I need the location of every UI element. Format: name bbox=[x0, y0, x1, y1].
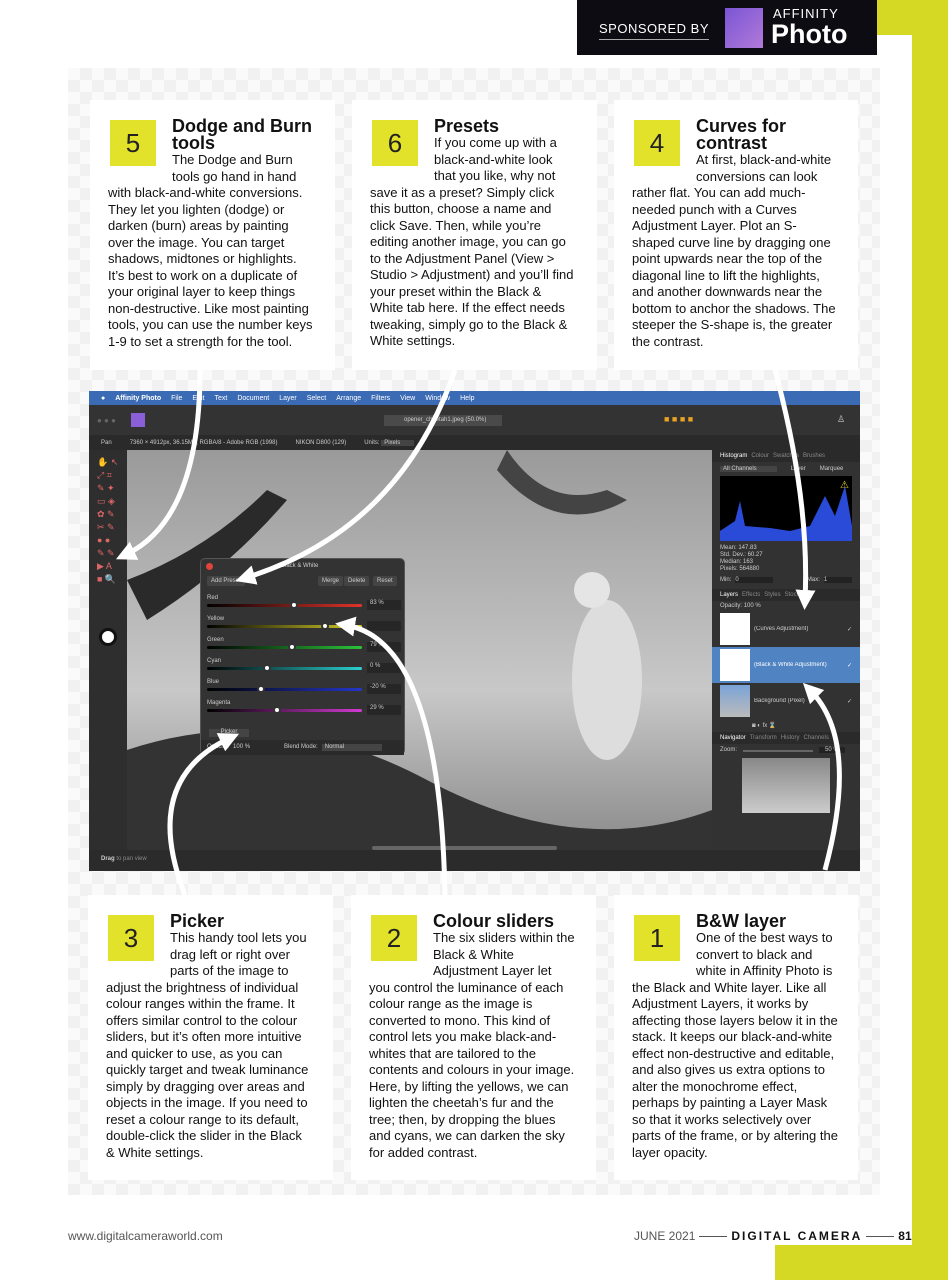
accent-bar-right bbox=[912, 0, 948, 1280]
panel-tab[interactable]: Histogram bbox=[720, 453, 748, 459]
color-slider-row bbox=[207, 595, 399, 606]
layer-option[interactable]: Layer bbox=[790, 466, 806, 472]
histogram-graph bbox=[720, 476, 852, 541]
layer-name: (Curves Adjustment) bbox=[754, 626, 809, 632]
dialog-title: Black & White bbox=[281, 563, 319, 569]
step-body: If you come up with a black-and-white look that you like, why not save it as a preset? Simply click this button, choose a name and click Save. Then, while you’re editing another image, you can go to the Adjustment Panel (View > Studio > Adjustment) and you’ll find your preset within the Black & White tab here. If the effect needs tweaking, simply go to the Black & White settings. bbox=[370, 135, 574, 348]
histogram-stat: Pixels: 564880 bbox=[720, 566, 760, 572]
opacity-label: Opacity: bbox=[207, 744, 230, 750]
warning-icon: ⚠ bbox=[840, 480, 849, 491]
zoom-value[interactable]: 50 % bbox=[819, 747, 845, 753]
tool-icons[interactable]: ✋ ↖ ⤢ ⌗ ✎ ✦ ▭ ◈ ✿ ✎ ✂ ✎ ● ● ✎ ✎ ▶ A ■ 🔍 bbox=[97, 457, 119, 584]
dialog-button[interactable]: Delete bbox=[344, 576, 369, 586]
tool-name: Pan bbox=[101, 439, 112, 446]
user-icon[interactable]: ♙ bbox=[837, 414, 846, 424]
slider-label: Cyan bbox=[207, 658, 222, 664]
layer-row[interactable] bbox=[712, 683, 860, 719]
slider-knob[interactable] bbox=[273, 706, 281, 714]
slider-value[interactable]: 79 % bbox=[367, 642, 401, 652]
status-bold: Drag bbox=[101, 856, 115, 862]
step-body: The six sliders within the Black & White Adjustment Layer let you control the luminance of each colour range as the image is converted to mono. This kind of control lets you make black-and-whites that are tailored to the contents and colours in your image. Here, by lifting the yellows, we can lighten the cheetah’s fur and the tree; then, by dropping the blues and cyans, we can darken the sky for added contrast. bbox=[369, 930, 575, 1160]
step-body: This handy tool lets you drag left or right over parts of the image to adjust the brightness of individual colour ranges within the frame. It offers similar control to the colour sliders, but it’s often more intuitive and quicker to use, as you can quickly target and tweak luminance simply by dragging over areas and objects in the image. If you need to reset a colour range to its default, double-click the slider in the Black & White settings. bbox=[106, 930, 309, 1160]
panel-tab[interactable]: Colour bbox=[751, 453, 770, 459]
document-info: 7360 × 4912px, 36.15MP, RGBA/8 - Adobe RGB (1998) bbox=[129, 439, 278, 446]
color-slider-row bbox=[207, 616, 399, 622]
slider-knob[interactable] bbox=[321, 622, 329, 630]
layer-row[interactable] bbox=[712, 647, 860, 683]
slider-knob[interactable] bbox=[290, 601, 298, 609]
close-button[interactable] bbox=[206, 563, 213, 570]
menu-item[interactable]: Select bbox=[306, 394, 327, 402]
step-number: 2 bbox=[371, 915, 417, 961]
navigator-tabs bbox=[712, 732, 860, 744]
min-label: Min: bbox=[720, 577, 732, 583]
picker-button[interactable]: Picker bbox=[209, 729, 249, 737]
slider-label: Red bbox=[207, 595, 219, 601]
step-number: 1 bbox=[634, 915, 680, 961]
histogram-stats bbox=[712, 543, 860, 575]
slider-value[interactable]: -20 % bbox=[367, 684, 401, 694]
layer-opacity-input[interactable]: 100 % bbox=[743, 603, 761, 609]
footer-date: JUNE 2021 bbox=[634, 1229, 696, 1243]
menu-item[interactable]: Help bbox=[460, 394, 475, 402]
window-controls: ● ● ● bbox=[97, 416, 116, 425]
slider-value[interactable]: 83 % bbox=[367, 600, 401, 610]
layer-thumbnail bbox=[720, 685, 750, 717]
slider-knob[interactable] bbox=[288, 643, 296, 651]
step-card bbox=[88, 895, 333, 1180]
channel-select[interactable]: All Channels bbox=[720, 466, 777, 472]
marquee-option[interactable]: Marquee bbox=[819, 466, 844, 472]
zoom-label: Zoom: bbox=[720, 747, 738, 753]
menu-bar bbox=[89, 391, 860, 405]
blend-mode-label: Blend Mode: bbox=[284, 744, 318, 750]
color-slider-row bbox=[207, 637, 399, 648]
step-number: 3 bbox=[108, 915, 154, 961]
panel-tab[interactable]: Swatches bbox=[773, 453, 800, 459]
layer-actions[interactable]: ◙ ◐ fx ⌛ bbox=[752, 723, 777, 729]
affinity-app-icon[interactable] bbox=[131, 413, 145, 427]
toolbar bbox=[89, 405, 860, 435]
footer-url[interactable]: www.digitalcameraworld.com bbox=[68, 1229, 223, 1243]
panel-tab[interactable]: Transform bbox=[749, 735, 777, 741]
step-card bbox=[614, 100, 858, 370]
step-number: 4 bbox=[634, 120, 680, 166]
affinity-logo-icon bbox=[725, 8, 763, 48]
step-title: B&W layer bbox=[696, 911, 787, 931]
step-title: Picker bbox=[170, 911, 225, 931]
blend-mode-select[interactable]: Normal bbox=[322, 744, 382, 751]
footer-magazine: DIGITAL CAMERA bbox=[731, 1229, 863, 1243]
histogram-stat: Median: 163 bbox=[720, 559, 754, 565]
color-slider-row bbox=[207, 679, 399, 690]
slider-label: Magenta bbox=[207, 700, 231, 706]
menu-item[interactable]: Filters bbox=[371, 394, 391, 402]
slider-label: Blue bbox=[207, 679, 220, 685]
step-title: Curves for contrast bbox=[696, 116, 787, 153]
color-swatch[interactable] bbox=[99, 628, 117, 646]
panel-tab[interactable]: History bbox=[780, 735, 800, 741]
arrange-icons[interactable]: ■ ■ ■ ■ bbox=[664, 414, 694, 424]
step-title: Colour sliders bbox=[433, 911, 555, 931]
panel-tab[interactable]: Styles bbox=[764, 592, 781, 598]
step-card bbox=[351, 895, 596, 1180]
menu-item[interactable]: View bbox=[400, 394, 416, 402]
slider-knob[interactable] bbox=[263, 664, 271, 672]
layer-row[interactable] bbox=[712, 611, 860, 647]
panel-tab[interactable]: Stock bbox=[784, 592, 800, 598]
step-body: At first, black-and-white conversions can look rather flat. You can add much-needed punch with a Curves Adjustment Layer. Plot an S-shaped curve line by dragging one point upwards near the top of the diagonal line to lift the highlights, and another downwards near the bottom to anchor the shadows. The steeper the S-shape is, the greater the contrast. bbox=[632, 152, 836, 349]
units-label: Units: bbox=[364, 439, 380, 446]
layer-thumbnail bbox=[720, 613, 750, 645]
color-slider[interactable] bbox=[207, 709, 362, 712]
panel-tab[interactable]: Brushes bbox=[803, 453, 826, 459]
panel-tab[interactable]: Channels bbox=[803, 735, 829, 741]
studio-panels bbox=[712, 450, 860, 850]
horizontal-scrollbar[interactable] bbox=[372, 846, 557, 850]
layer-thumbnail bbox=[720, 649, 750, 681]
min-input[interactable]: 0 bbox=[735, 577, 773, 583]
slider-knob[interactable] bbox=[257, 685, 265, 693]
brand-bottom: Photo bbox=[771, 19, 848, 49]
menu-item[interactable]: Text bbox=[214, 394, 228, 402]
color-slider-row bbox=[207, 700, 399, 711]
sponsor-label: SPONSORED BY bbox=[599, 21, 709, 40]
slider-value[interactable]: 0 % bbox=[367, 663, 401, 673]
menu-item[interactable]: Affinity Photo bbox=[115, 394, 162, 402]
panel-tab[interactable]: Layers bbox=[720, 592, 739, 598]
menu-item[interactable]: Window bbox=[425, 394, 451, 402]
footer-folio bbox=[634, 1229, 912, 1243]
camera-info: NIKON D800 (129) bbox=[295, 439, 347, 446]
color-slider-row bbox=[207, 658, 399, 669]
step-card bbox=[614, 895, 858, 1180]
step-title: Presets bbox=[434, 116, 500, 136]
footer-page-number: 81 bbox=[898, 1229, 912, 1243]
step-card bbox=[90, 100, 335, 370]
slider-value[interactable]: 29 % bbox=[367, 705, 401, 715]
layers-tabs bbox=[712, 589, 860, 601]
layer-opacity-label: Opacity: bbox=[720, 603, 743, 609]
black-white-dialog bbox=[200, 558, 405, 755]
doc-tab[interactable]: opener_cheetah1.jpeg (50.0%) bbox=[384, 415, 502, 426]
apple-icon: ● bbox=[101, 394, 106, 402]
visibility-checkbox[interactable]: ✓ bbox=[846, 698, 852, 705]
navigator-preview bbox=[742, 758, 830, 813]
color-slider[interactable] bbox=[207, 604, 362, 607]
panel-tab[interactable]: Effects bbox=[742, 592, 761, 598]
step-title: Dodge and Burn tools bbox=[172, 116, 312, 153]
layer-name: (Black & White Adjustment) bbox=[754, 662, 827, 668]
context-toolbar bbox=[89, 435, 860, 450]
color-slider[interactable] bbox=[207, 625, 362, 628]
histogram-stat: Mean: 147.83 bbox=[720, 545, 757, 551]
dialog-button[interactable]: Reset bbox=[373, 576, 397, 586]
step-number: 6 bbox=[372, 120, 418, 166]
accent-bar-bottom bbox=[775, 1245, 948, 1280]
menu-item[interactable]: Arrange bbox=[336, 394, 362, 402]
brand-top: AFFINITY bbox=[773, 6, 839, 21]
color-slider[interactable] bbox=[207, 688, 362, 691]
step-body: One of the best ways to convert to black and white in Affinity Photo is the Black and White layer. Like all Adjustment Layers, it works by affecting those layers below it in the stack. It keeps our black-and-white effect non-destructive and editable, and also gives us extra options to alter the monochrome effect, perhaps by painting a Layer Mask so that it works selectively over parts of the frame, or by altering the layer opacity. bbox=[632, 930, 838, 1160]
opacity-input[interactable]: 100 % bbox=[233, 744, 251, 750]
menu-item[interactable]: Document bbox=[237, 394, 270, 402]
step-card bbox=[352, 100, 597, 370]
max-label: Max: bbox=[806, 577, 820, 583]
affinity-photo-screenshot bbox=[89, 391, 860, 871]
zoom-slider[interactable] bbox=[743, 750, 813, 752]
layer-name: Background (Pixel) bbox=[754, 698, 805, 704]
units-select[interactable]: Pixels bbox=[381, 440, 414, 446]
menu-item[interactable]: File bbox=[171, 394, 183, 402]
max-input[interactable]: 1 bbox=[824, 577, 852, 583]
panel-tab[interactable]: Navigator bbox=[720, 735, 746, 741]
histogram-tabs bbox=[712, 450, 860, 462]
tools-panel bbox=[89, 450, 127, 850]
status-text: to pan view bbox=[116, 856, 147, 862]
step-body: The Dodge and Burn tools go hand in hand with black-and-white conversions. They let you lighten (dodge) or darken (burn) areas by painting over the image. You can target shadows, midtones or highlights. It’s best to work on a duplicate of your original layer to keep things non-destructive. Like most painting tools, you can use the number keys 1-9 to set a strength for the tool. bbox=[108, 152, 313, 349]
slider-label: Yellow bbox=[207, 616, 225, 622]
dialog-button[interactable]: Add Preset bbox=[207, 576, 245, 586]
histogram-stat: Std. Dev.: 60.27 bbox=[720, 552, 763, 558]
menu-item[interactable]: Layer bbox=[279, 394, 297, 402]
color-slider[interactable] bbox=[207, 667, 362, 670]
visibility-checkbox[interactable]: ✓ bbox=[846, 662, 852, 669]
sponsor-banner bbox=[577, 0, 877, 55]
slider-value[interactable] bbox=[367, 621, 401, 631]
slider-label: Green bbox=[207, 637, 224, 643]
step-number: 5 bbox=[110, 120, 156, 166]
visibility-checkbox[interactable]: ✓ bbox=[846, 626, 852, 633]
dialog-button[interactable]: Merge bbox=[318, 576, 343, 586]
menu-item[interactable]: Edit bbox=[192, 394, 205, 402]
status-bar bbox=[89, 856, 860, 871]
color-slider[interactable] bbox=[207, 646, 362, 649]
